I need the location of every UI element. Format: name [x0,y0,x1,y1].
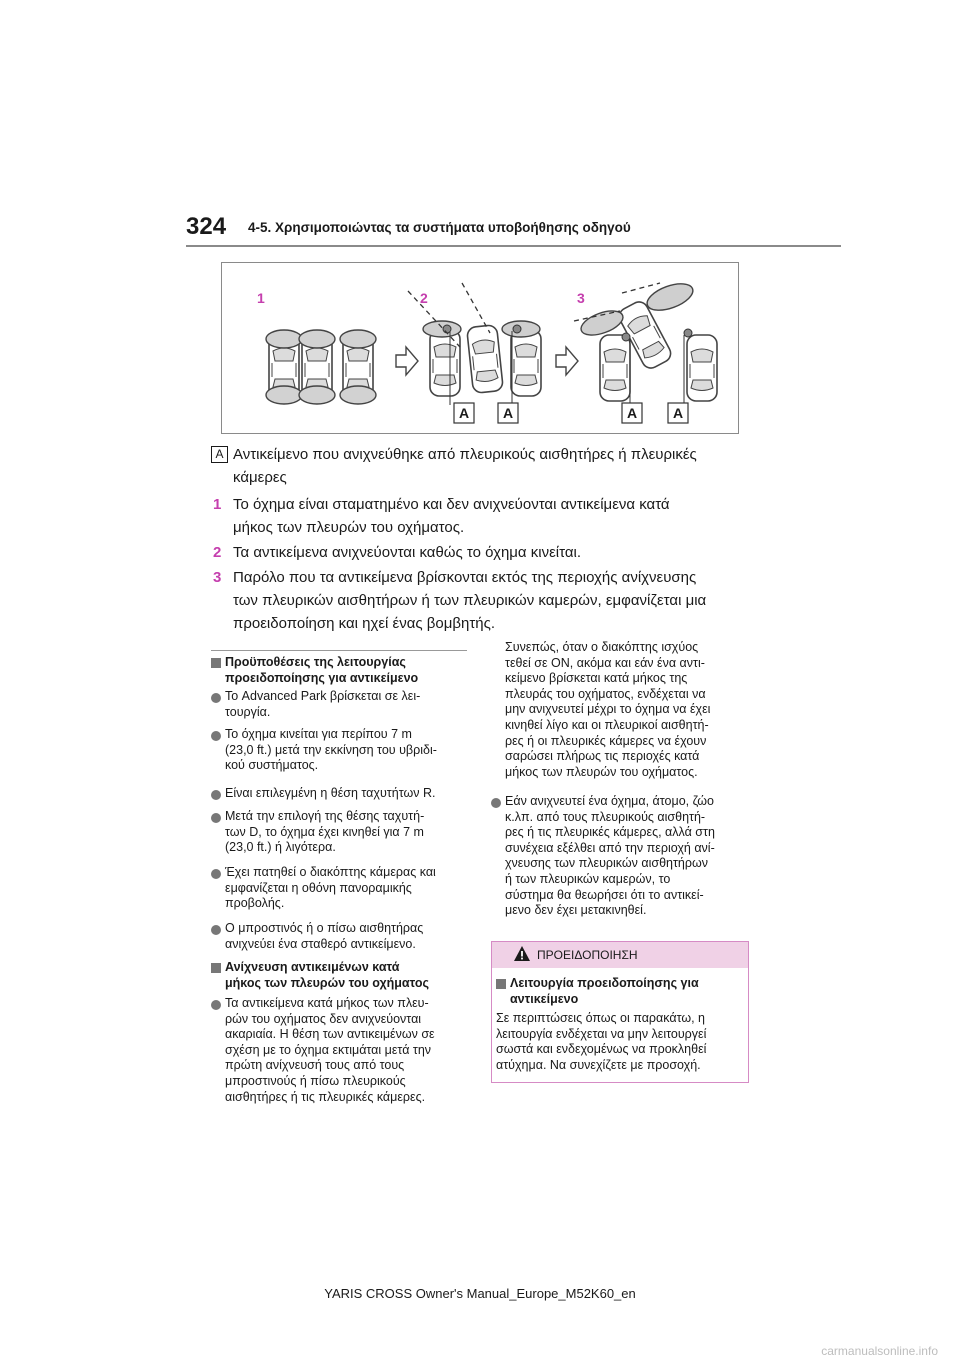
own-car-stopped [299,330,335,404]
paragraph-line: μήκος των πλευρών του οχήματος. [505,764,698,779]
object-label-A [454,403,474,423]
bullet-dot-icon [211,693,221,703]
bullet-line: Μετά την επιλογή της θέσης ταχυτή- [225,809,425,823]
bullet-item [225,865,475,912]
bullet-line: Έχει πατηθεί ο διακόπτης κάμερας και [225,865,436,879]
label-A-text: A [502,405,514,421]
warning-line: ατύχημα. Να συνεχίζετε με προσοχή. [496,1057,701,1072]
bullet-line: συνέχεια εξέλθει από την περιοχή ανί- [505,840,715,855]
bullet-line: σύστημα θα θεωρήσει ότι το αντικεί- [505,887,704,902]
paragraph-line: κείμενο βρίσκεται κατά μήκος της [505,671,688,686]
own-car-moving [467,325,504,394]
bullet-item [225,809,475,856]
bullet-item [225,786,475,802]
bullet-line: Το όχημα κινείται για περίπου 7 m [225,727,412,741]
parked-car-left-2 [430,330,460,396]
label-A-text: A [626,405,638,421]
legend-text-line: Παρόλο που τα αντικείμενα βρίσκονται εκτός της περιοχής ανίχνευσης [233,569,697,586]
legend-marker-3: 3 [213,569,222,586]
bullet-line: Είναι επιλεγμένη η θέση ταχυτήτων R. [225,786,436,800]
legend-marker-A: A [211,446,228,463]
bullet-line: ή των πλευρικών καμερών, το [505,871,671,886]
bullet-dot-icon [491,798,501,808]
legend-marker-2: 2 [213,544,222,561]
header-rule [186,245,841,247]
watermark: carmanualsonline.info [821,1344,938,1358]
bullet-line: ακαριαία. Η θέση των αντικειμένων σε [225,1027,435,1042]
bullet-line: Το Advanced Park βρίσκεται σε λει- [225,689,421,703]
bullet-dot-icon [211,790,221,800]
warning-heading [510,976,746,1007]
legend-text-line: Αντικείμενο που ανιχνεύθηκε από πλευρικούς αισθητήρες ή πλευρικές [233,446,697,463]
bullet-line: εμφανίζεται η οθόνη πανοραμικής [225,880,412,895]
bullet-line: πρώτη ανίχνευσή τους από τους [225,1058,405,1073]
bullet-line: μπροστινούς ή πίσω πλευρικούς [225,1073,406,1088]
bullet-line: των D, το όχημα έχει κινηθεί για 7 m [225,824,424,839]
bullet-line: προβολής. [225,896,285,911]
warning-line: λειτουργία ενδέχεται να μην λειτουργεί [496,1026,707,1041]
section-square-icon [211,963,221,973]
step-label-2: 2 [420,290,428,306]
bullet-line: ρών του οχήματος δεν ανιχνεύονται [225,1011,422,1026]
bullet-dot-icon [211,731,221,741]
heading-line: προειδοποίησης για αντικείμενο [225,670,419,685]
warning-line: Σε περιπτώσεις όπως οι παρακάτω, η [496,1011,705,1025]
bullet-line: χνευσης των πλευρικών αισθητήρων [505,856,709,871]
warning-body [496,1011,748,1073]
bullet-dot-icon [211,925,221,935]
legend-text-line: Το όχημα είναι σταματημένο και δεν ανιχνεύονται αντικείμενα κατά [233,496,670,513]
heading-line: Λειτουργία προειδοποίησης για [510,976,699,990]
legend-text-line: μήκος των πλευρών του οχήματος. [233,519,465,536]
warning-triangle-icon [513,945,531,962]
step-label-1: 1 [257,290,265,306]
continuation-paragraph [505,640,755,780]
section-heading-conditions [225,655,475,686]
bullet-dot-icon [211,813,221,823]
paragraph-line: τεθεί σε ON, ακόμα και εάν ένα αντι- [505,655,705,670]
legend-item-3 [211,566,771,635]
bullet-line: σχέση με το όχημα εκτιμάται μετά την [225,1042,432,1057]
parked-car-right-2 [511,330,541,396]
page-number: 324 [186,213,227,240]
step-label-3: 3 [577,290,585,306]
paragraph-line: μην ανιχνευτεί μέχρι το όχημα να έχει [505,702,711,717]
sensor-zone [644,278,697,315]
legend-item-1 [211,493,771,539]
label-A-text: A [672,405,684,421]
bullet-item [505,794,755,919]
footer-text: YARIS CROSS Owner's Manual_Europe_M52K60_en [324,1286,636,1301]
heading-line: μήκος των πλευρών του οχήματος [225,975,429,990]
paragraph-line: κινηθεί λίγο και οι πλευρικοί αισθητή- [505,717,709,732]
bullet-item [225,921,475,952]
bullet-line: τουργία. [225,704,271,719]
parked-car-right-3 [687,335,717,401]
warning-title: ΠΡΟΕΙΔΟΠΟΙΗΣΗ [537,948,638,962]
bullet-line: Εάν ανιχνευτεί ένα όχημα, άτομο, ζώο [505,794,714,808]
heading-line: Προϋποθέσεις της λειτουργίας [225,655,406,669]
section-square-icon [211,658,221,668]
bullet-line: κού συστήματος. [225,758,319,773]
bullet-line: (23,0 ft.) μετά την εκκίνηση του υβριδι- [225,742,437,757]
paragraph-line: ρες ή οι πλευρικές κάμερες να έχουν [505,733,707,748]
object-label-A [498,403,518,423]
legend-item-A [211,443,771,489]
progress-arrow-icon [556,347,578,375]
legend-text-line: των πλευρικών αισθητήρων ή των πλευρικών καμερών, εμφανίζεται μια [233,592,707,609]
parking-figure [221,262,739,434]
bullet-line: ρες ή τις πλευρικές κάμερες, αλλά στη [505,825,715,840]
object-label-A [668,403,688,423]
parked-car-right [340,330,376,404]
legend-text-line: Τα αντικείμενα ανιχνεύονται καθώς το όχημα κινείται. [233,544,582,561]
paragraph-line: σαρώσει πλήρως τις περιοχές κατά [505,749,700,764]
bullet-line: αισθητήρες ή τις πλευρικές κάμερες. [225,1089,426,1104]
section-title: 4-5. Χρησιμοποιώντας τα συστήματα υποβοήθησης οδηγού [248,220,631,235]
bullet-line: (23,0 ft.) ή λιγότερα. [225,840,336,855]
legend-marker-1: 1 [213,496,222,513]
label-A-text: A [458,405,470,421]
sensor-zone [423,321,461,337]
bullet-dot-icon [211,869,221,879]
bullet-line: ανιχνεύει ένα σταθερό αντικείμενο. [225,936,416,951]
parking-diagram [222,263,740,435]
bullet-line: μενο δεν έχει μετακινηθεί. [505,903,647,918]
legend-item-2 [211,541,771,564]
section-heading-side-detection [225,960,475,991]
bullet-item [225,689,475,720]
heading-line: Ανίχνευση αντικειμένων κατά [225,960,400,974]
bullet-line: κ.λπ. από τους πλευρικούς αισθητή- [505,809,706,824]
bullet-item [225,727,475,774]
parked-car-left [266,330,302,404]
paragraph-line: Συνεπώς, όταν ο διακόπτης ισχύος [505,640,699,654]
bullet-line: Τα αντικείμενα κατά μήκος των πλευ- [225,996,429,1010]
progress-arrow-icon [396,347,418,375]
heading-line: αντικείμενο [510,991,579,1006]
parked-car-left-3 [600,335,630,401]
section-rule [211,650,467,651]
bullet-dot-icon [211,1000,221,1010]
legend-text-line: προειδοποίηση και ηχεί ένας βομβητής. [233,615,496,632]
legend-text-line: κάμερες [233,469,287,486]
warning-line: σωστά και ενδεχομένως να προκληθεί [496,1042,707,1057]
bullet-item [225,996,475,1105]
paragraph-line: πλευράς του οχήματος, ενδέχεται να [505,686,706,701]
object-label-A [622,403,642,423]
bullet-line: Ο μπροστινός ή ο πίσω αισθητήρας [225,921,424,935]
section-square-icon [496,979,506,989]
